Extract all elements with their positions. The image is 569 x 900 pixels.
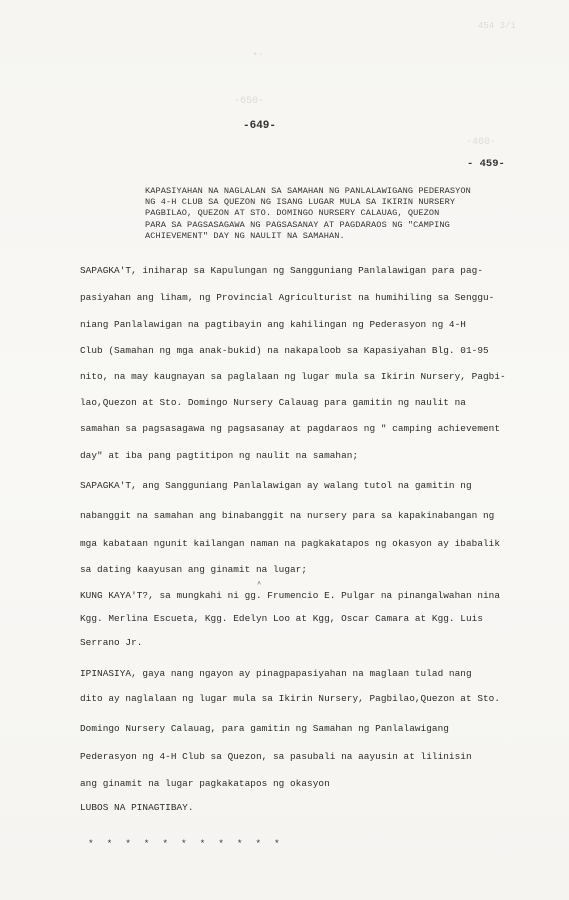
body-line: LUBOS NA PINAGTIBAY. [80, 802, 194, 813]
body-line: Domingo Nursery Calauag, para gamitin ng Samahan ng Panlalawigang [80, 723, 449, 734]
body-line: nito, na may kaugnayan sa paglalaan ng lugar mula sa Ikirin Nursery, Pagbi- [80, 371, 506, 382]
body-line: SAPAGKA'T, iniharap sa Kapulungan ng Sangguniang Panlalawigan para pag- [80, 265, 483, 276]
body-line: sa dating kaayusan ang ginamit na lugar; [80, 564, 308, 575]
body-line: dito ay naglalaan ng lugar mula sa Ikirin Nursery, Pagbilao,Quezon at Sto. [80, 693, 501, 704]
title-line: ACHIEVEMENT" DAY NG NAULIT NA SAMAHAN. [145, 230, 345, 241]
body-line: day" at iba pang pagtitipon ng naulit na samahan; [80, 450, 359, 461]
body-line: ang ginamit na lugar pagkakatapos ng okasyon [80, 778, 330, 789]
body-line: pasiyahan ang liham, ng Provincial Agriculturist na humihiling sa Senggu- [80, 292, 495, 303]
ghost-page-number-top-right: 454 3/1 [478, 21, 516, 31]
body-line: niang Panlalawigan na pagtibayin ang kahilingan ng Pederasyon ng 4-H [80, 319, 466, 330]
ghost-page-number-a: -650- [234, 96, 265, 107]
body-line: nabanggit na samahan ang binabanggit na nursery para sa kapakinabangan ng [80, 510, 495, 521]
page-number-main: -649- [243, 120, 277, 132]
title-line: NG 4-H CLUB SA QUEZON NG ISANG LUGAR MULA SA IKIRIN NURSERY [145, 197, 456, 208]
body-line: Pederasyon ng 4-H Club sa Quezon, sa pasubali na aayusin at lilinisin [80, 751, 472, 762]
body-line: mga kabataan ngunit kailangan naman na pagkakatapos ng okasyon ay ibabalik [80, 538, 501, 549]
ghost-page-number-b: -460- [466, 137, 497, 148]
body-line: Club (Samahan ng mga anak-bukid) na nakapaloob sa Kapasiyahan Blg. 01-95 [80, 345, 489, 356]
body-line: Kgg. Merlina Escueta, Kgg. Edelyn Loo at Kgg, Oscar Camara at Kgg. Luis [80, 613, 483, 624]
body-line: Serrano Jr. [80, 637, 143, 648]
accent-mark: ^ [257, 581, 262, 589]
title-line: KAPASIYAHAN NA NAGLALAN SA SAMAHAN NG PANLALAWIGANG PEDERASYON [145, 186, 471, 196]
body-line: IPINASIYA, gaya nang ngayon ay pinagpapasiyahan na maglaan tulad nang [80, 668, 472, 679]
resolution-title [145, 186, 530, 242]
body-line: SAPAGKA'T, ang Sangguniang Panlalawigan ay walang tutol na gamitin ng [80, 480, 472, 491]
ghost-mark: ▪▫ [252, 50, 265, 61]
closing-stars: * * * * * * * * * * * [88, 838, 284, 849]
title-line: PAGBILAO, QUEZON AT STO. DOMINGO NURSERY CALAUAG, QUEZON [145, 208, 440, 219]
page-number-secondary: - 459- [467, 158, 505, 170]
body-line: lao,Quezon at Sto. Domingo Nursery Calauag para gamitin ng naulit na [80, 397, 466, 408]
title-line: PARA SA PAGSASAGAWA NG PAGSASANAY AT PAGDARAOS NG "CAMPING [145, 219, 450, 230]
body-line: samahan sa pagsasagawa ng pagsasanay at pagdaraos ng " camping achievement [80, 423, 501, 434]
body-line: KUNG KAYA'T?, sa mungkahi ni gg. Frumencio E. Pulgar na pinangalwahan nina [80, 590, 501, 601]
